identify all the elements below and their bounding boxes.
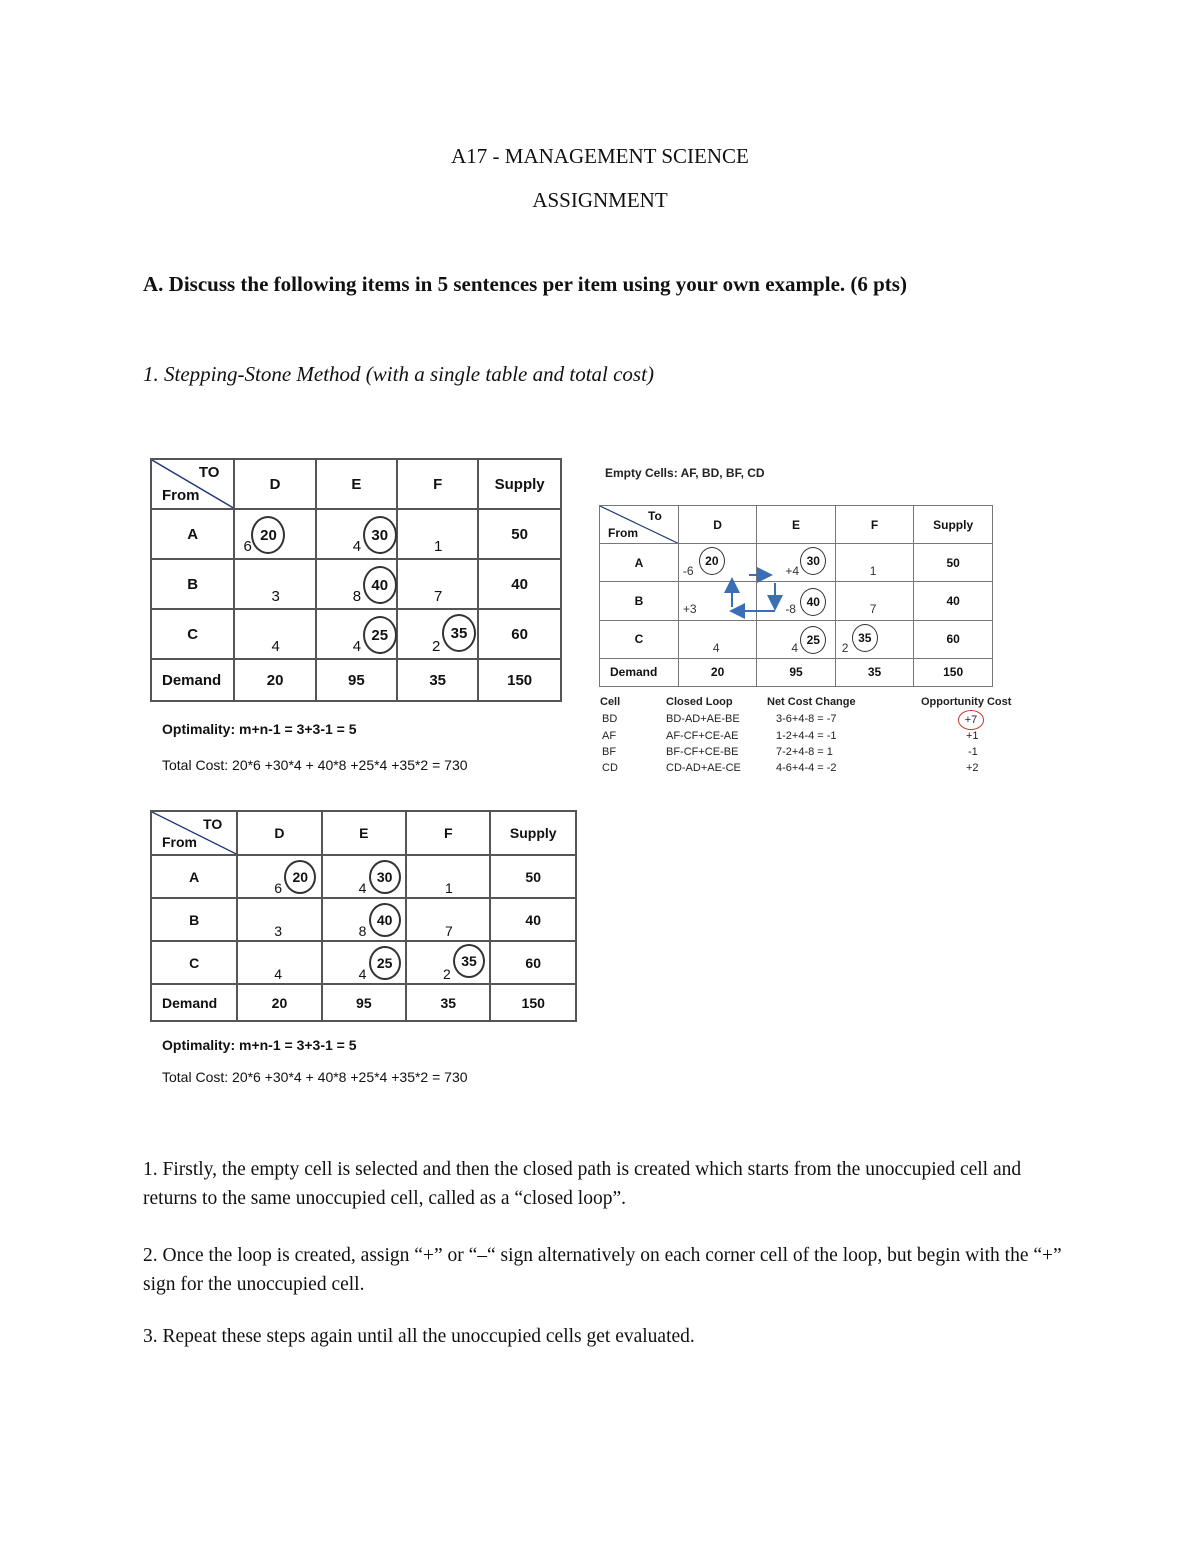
demand-f: 35 [406, 984, 490, 1021]
cost-af: 1 [869, 564, 877, 579]
optimality-text: Optimality: m+n-1 = 3+3-1 = 5 [162, 721, 357, 737]
allocation-be: 40 [369, 903, 401, 937]
optimality-text: Optimality: m+n-1 = 3+3-1 = 5 [162, 1037, 357, 1053]
allocation-ce: 25 [363, 616, 397, 654]
demand-total: 150 [914, 658, 993, 686]
cost-bd: 3 [271, 588, 280, 605]
step-1-paragraph: 1. Firstly, the empty cell is selected and then the closed path is created which starts from the unoccupied cell and returns to the same unoccupied cell, called as a “closed loop”. [143, 1159, 1022, 1209]
analysis-change: 1-2+4-4 = -1 [776, 730, 837, 742]
allocation-ae: 30 [800, 547, 826, 575]
col-header-d: D [678, 506, 756, 544]
demand-d: 20 [237, 984, 321, 1021]
allocation-cf: 35 [852, 624, 878, 652]
analysis-loop: BF-CF+CE-BE [666, 746, 739, 758]
allocation-ce: 25 [800, 626, 826, 654]
supply-b: 40 [490, 898, 576, 941]
cell-ce [316, 609, 397, 659]
demand-label: Demand [151, 659, 234, 701]
document-title: A17 - MANAGEMENT SCIENCE [451, 144, 749, 168]
demand-d: 20 [678, 658, 756, 686]
col-header-d: D [237, 811, 321, 855]
analysis-cell: CD [602, 762, 618, 774]
supply-b: 40 [914, 582, 993, 620]
cell-af [397, 509, 478, 559]
supply-c: 60 [914, 620, 993, 658]
allocation-be: 40 [363, 566, 397, 604]
cost-be: 8 [358, 923, 367, 939]
analysis-loop: AF-CF+CE-AE [666, 730, 739, 742]
allocation-ae: 30 [369, 860, 401, 894]
cost-bd: +3 [682, 602, 697, 617]
step-3-paragraph: 3. Repeat these steps again until all the unoccupied cells get evaluated. [143, 1326, 695, 1347]
cost-cd: 4 [274, 966, 283, 982]
corner-to-label: TO [198, 464, 220, 481]
cell-ad [234, 509, 315, 559]
allocation-ae: 30 [363, 516, 397, 554]
demand-e: 95 [316, 659, 397, 701]
supply-a: 50 [914, 544, 993, 582]
row-label-c: C [600, 620, 679, 658]
row-label-a: A [600, 544, 679, 582]
allocation-cf: 35 [453, 944, 485, 978]
cost-bd: 3 [274, 923, 283, 939]
cost-be: -8 [785, 602, 796, 617]
cost-be: 8 [352, 588, 362, 605]
allocation-ad: 20 [284, 860, 316, 894]
col-header-f: F [406, 811, 490, 855]
supply-c: 60 [478, 609, 561, 659]
analysis-header-cell: Cell [600, 696, 621, 708]
analysis-opportunity: +2 [966, 762, 979, 774]
cost-ce: 4 [358, 966, 367, 982]
supply-a: 50 [490, 855, 576, 898]
row-label-a: A [151, 855, 237, 898]
col-header-supply: Supply [490, 811, 576, 855]
cost-cd: 4 [271, 638, 280, 655]
demand-e: 95 [322, 984, 406, 1021]
section-a-heading: A. Discuss the following items in 5 sentences per item using your own example. (6 pts) [143, 272, 907, 296]
col-header-e: E [322, 811, 406, 855]
col-header-f: F [835, 506, 913, 544]
cost-ae: +4 [785, 564, 799, 579]
allocation-ad: 20 [251, 516, 285, 554]
analysis-opportunity: -1 [968, 746, 978, 758]
demand-f: 35 [835, 658, 913, 686]
optimality-note [162, 721, 357, 737]
corner-from-label: From [162, 487, 200, 504]
item-1-heading: 1. Stepping-Stone Method (with a single table and total cost) [143, 362, 654, 386]
cost-ce: 4 [791, 640, 798, 655]
row-label-c: C [151, 609, 234, 659]
optimality-note [162, 1037, 357, 1053]
cell-cf [397, 609, 478, 659]
cost-ad: 6 [243, 538, 252, 555]
demand-label: Demand [151, 984, 237, 1021]
cost-ae: 4 [358, 880, 367, 896]
corner-from-label: From [608, 526, 638, 541]
col-header-d: D [234, 459, 315, 509]
cost-cf: 2 [443, 966, 451, 982]
demand-total: 150 [490, 984, 576, 1021]
analysis-change: 3-6+4-8 = -7 [776, 713, 837, 725]
analysis-cell: BD [602, 713, 618, 725]
corner-cell [151, 811, 237, 855]
step-2-paragraph: 2. Once the loop is created, assign “+” or “–“ sign alternatively on each corner cell of the loop, but begin with the “+” sign for the unoccupied cell. [143, 1245, 1062, 1295]
demand-d: 20 [234, 659, 315, 701]
closed-loop-arrows [599, 505, 993, 687]
cost-cd: 4 [712, 640, 720, 655]
transport-table-main [150, 458, 562, 702]
demand-e: 95 [757, 658, 835, 686]
cell-ae [316, 509, 397, 559]
allocation-cf: 35 [442, 614, 476, 652]
allocation-ad: 20 [699, 547, 725, 575]
cell-be [316, 559, 397, 609]
cost-cf: 2 [432, 638, 441, 655]
cell-be [322, 898, 406, 941]
col-header-e: E [757, 506, 835, 544]
cost-bf: 7 [869, 602, 877, 617]
supply-c: 60 [490, 941, 576, 984]
supply-a: 50 [478, 509, 561, 559]
analysis-header-loop: Closed Loop [666, 696, 733, 708]
row-label-b: B [151, 559, 234, 609]
col-header-supply: Supply [478, 459, 561, 509]
analysis-change: 4-6+4-4 = -2 [776, 762, 837, 774]
cost-bf: 7 [445, 923, 453, 939]
col-header-f: F [397, 459, 478, 509]
corner-to-label: To [648, 509, 662, 523]
analysis-header-change: Net Cost Change [767, 696, 856, 708]
corner-cell [151, 459, 234, 509]
cell-bd [234, 559, 315, 609]
cell-cd [237, 941, 321, 984]
cell-ae [322, 855, 406, 898]
cost-ce: 4 [352, 638, 362, 655]
demand-total: 150 [478, 659, 561, 701]
row-label-a: A [151, 509, 234, 559]
cell-af [406, 855, 490, 898]
cost-ad: -6 [682, 564, 694, 579]
cell-ce [322, 941, 406, 984]
analysis-loop: BD-AD+AE-BE [666, 713, 740, 725]
cost-ae: 4 [352, 538, 362, 555]
cost-af: 1 [434, 538, 443, 555]
total-cost-note: Total Cost: 20*6 +30*4 + 40*8 +25*4 +35*2 = 730 [162, 1069, 468, 1085]
cell-bd [237, 898, 321, 941]
col-header-e: E [316, 459, 397, 509]
analysis-header-opportunity: Opportunity Cost [921, 696, 1012, 708]
cost-cf: 2 [841, 640, 849, 655]
transport-table-copy [150, 810, 577, 1022]
analysis-change: 7-2+4-8 = 1 [776, 746, 833, 758]
cell-cf [406, 941, 490, 984]
corner-from-label: From [162, 834, 197, 850]
allocation-be: 40 [800, 588, 826, 616]
analysis-opportunity-highlight: +7 [958, 710, 984, 730]
empty-cells-label: Empty Cells: AF, BD, BF, CD [605, 466, 765, 480]
allocation-ce: 25 [369, 946, 401, 980]
analysis-opportunity: +1 [966, 730, 979, 742]
col-header-supply: Supply [914, 506, 993, 544]
supply-b: 40 [478, 559, 561, 609]
cell-bf [397, 559, 478, 609]
analysis-cell: AF [602, 730, 617, 742]
cell-cd [234, 609, 315, 659]
cost-af: 1 [445, 880, 453, 896]
corner-to-label: TO [203, 816, 223, 832]
analysis-cell: BF [602, 746, 617, 758]
row-label-c: C [151, 941, 237, 984]
cell-bf [406, 898, 490, 941]
analysis-loop: CD-AD+AE-CE [666, 762, 741, 774]
demand-f: 35 [397, 659, 478, 701]
total-cost-note: Total Cost: 20*6 +30*4 + 40*8 +25*4 +35*2 = 730 [162, 757, 468, 773]
cost-ad: 6 [274, 880, 283, 896]
document-subtitle: ASSIGNMENT [532, 188, 668, 212]
cost-bf: 7 [434, 588, 443, 605]
row-label-b: B [600, 582, 679, 620]
cell-ad [237, 855, 321, 898]
row-label-b: B [151, 898, 237, 941]
demand-label: Demand [600, 658, 679, 686]
